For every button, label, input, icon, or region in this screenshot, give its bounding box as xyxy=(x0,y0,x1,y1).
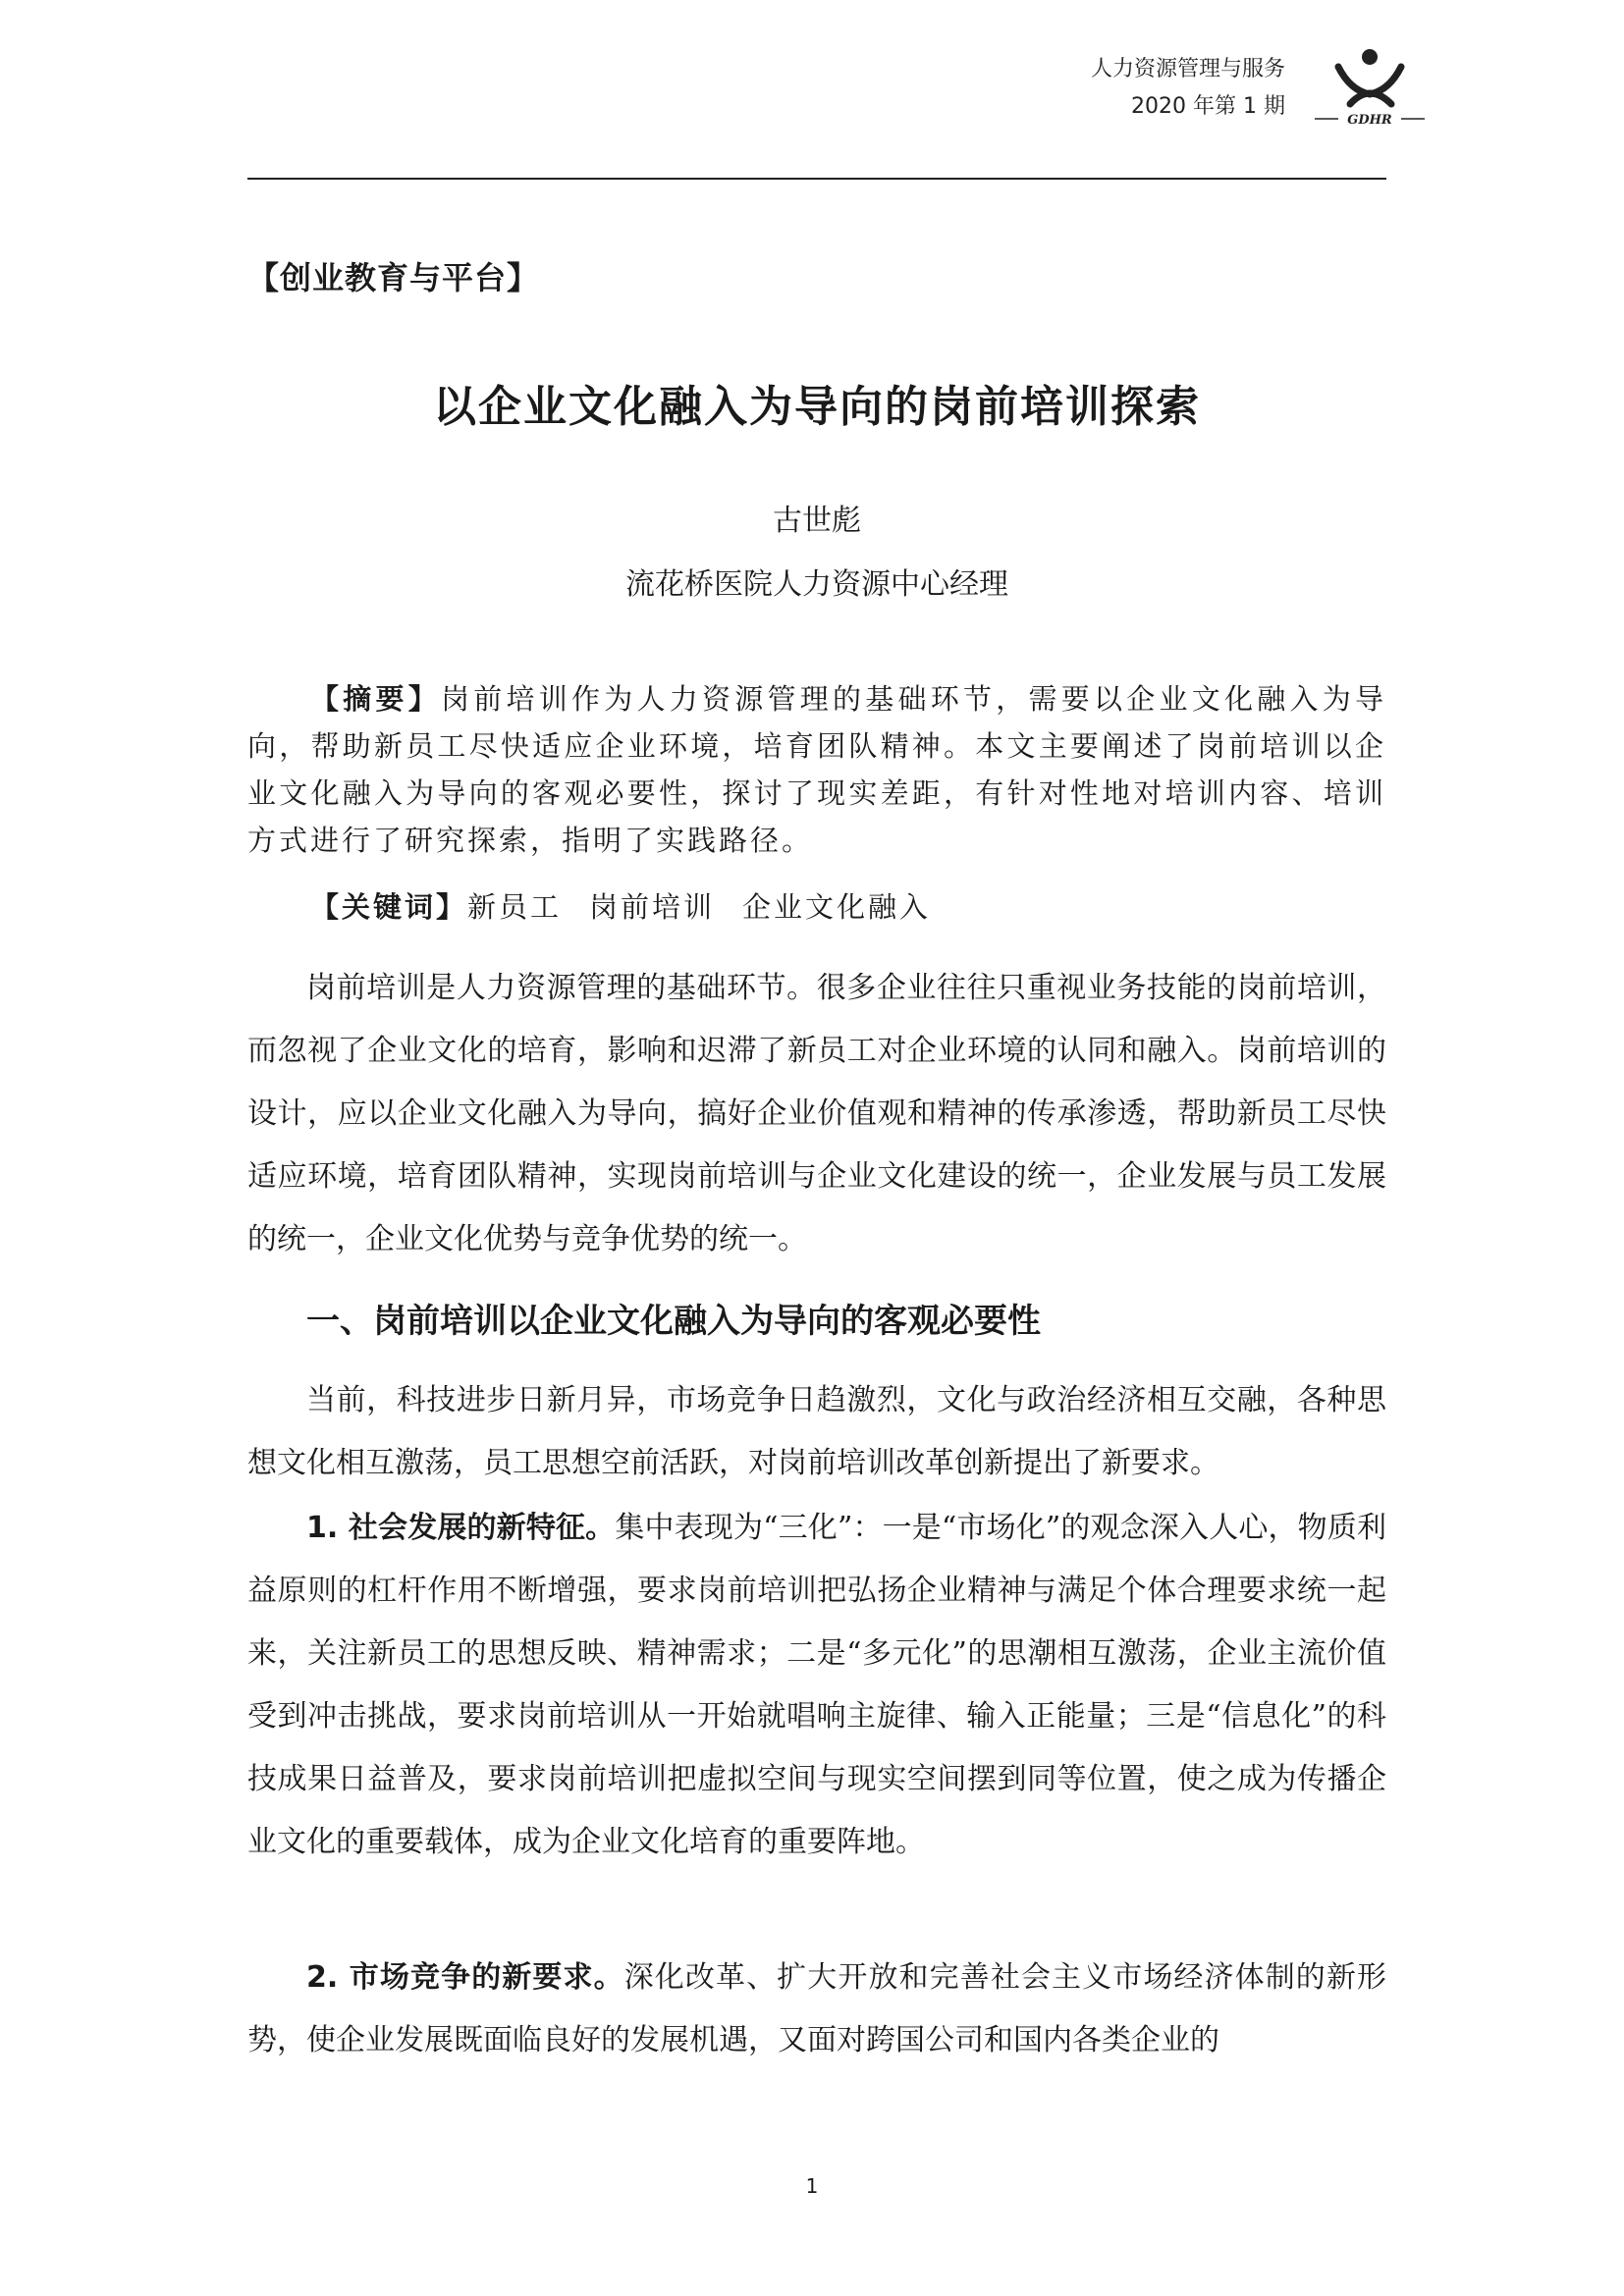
author-name: 古世彪 xyxy=(773,504,861,538)
journal-issue: 2020 年第 1 期 xyxy=(1131,94,1285,119)
item-1-text: 集中表现为“三化”：一是“市场化”的观念深入人心，物质利益原则的杠杆作用不断增强，要求岗前培训把弘扬企业精神与满足个体合理要求统一起来，关注新员工的思想反映、精神需求；二是“多元化”的思潮相互激荡，企业主流价值受到冲击挑战，要求岗前培训从一开始就唱响主旋律、输入正能量；三是“信息化”的科技成果日益普及，要求岗前培训把虚拟空间与现实空间摆到同等位置，使之成为传播企业文化的重要载体，成为企业文化培育的重要阵地。 xyxy=(247,1511,1386,1859)
article-title: 以企业文化融入为导向的岗前培训探索 xyxy=(433,382,1201,432)
keyword-item: 岗前培训 xyxy=(589,890,716,924)
intro-paragraph: 岗前培训是人力资源管理的基础环节。很多企业往往只重视业务技能的岗前培训，而忽视了企业文化的培育，影响和迟滞了新员工对企业环境的认同和融入。岗前培训的设计，应以企业文化融入为导向，搞好企业价值观和精神的传承渗透，帮助新员工尽快适应环境，培育团队精神，实现岗前培训与企业文化建设的统一，企业发展与员工发展的统一，企业文化优势与竞争优势的统一。 xyxy=(247,971,1386,1256)
journal-header xyxy=(1091,51,1285,126)
section-tag: 【创业教育与平台】 xyxy=(247,259,540,296)
logo-text: GDHR xyxy=(1347,113,1392,128)
keywords-label: 【关键词】 xyxy=(310,890,468,924)
keyword-item: 企业文化融入 xyxy=(742,890,932,924)
body-paragraph: 当前，科技进步日新月异，市场竞争日趋激烈，文化与政治经济相互交融，各种思想文化相互激荡，员工思想空前活跃，对岗前培训改革创新提出了新要求。 xyxy=(247,1383,1386,1480)
abstract-text: 岗前培训作为人力资源管理的基础环节，需要以企业文化融入为导向，帮助新员工尽快适应企业环境，培育团队精神。本文主要阐述了岗前培训以企业文化融入为导向的客观必要性，探讨了现实差距，有针对性地对培训内容、培训方式进行了研究探索，指明了实践路径。 xyxy=(247,682,1386,857)
author-affiliation: 流花桥医院人力资源中心经理 xyxy=(625,567,1008,602)
page-number: 1 xyxy=(805,2174,819,2198)
item-2-label: 2. 市场竞争的新要求。 xyxy=(306,1960,624,1995)
abstract-label: 【摘要】 xyxy=(310,682,441,716)
keyword-item: 新员工 xyxy=(467,890,563,924)
section-heading-1: 一、岗前培训以企业文化融入为导向的客观必要性 xyxy=(306,1302,1041,1341)
abstract xyxy=(247,675,1386,864)
body-paragraph-item-1 xyxy=(247,1497,1386,1874)
body-paragraph-item-2 xyxy=(247,1947,1386,2072)
gdhr-logo-icon xyxy=(1311,43,1429,132)
item-2-text: 深化改革、扩大开放和完善社会主义市场经济体制的新形势，使企业发展既面临良好的发展机遇，又面对跨国公司和国内各类企业的 xyxy=(247,1960,1387,2057)
item-1-label: 1. 社会发展的新特征。 xyxy=(306,1511,616,1545)
keywords xyxy=(247,883,1386,931)
header-rule xyxy=(247,178,1386,180)
journal-name: 人力资源管理与服务 xyxy=(1090,57,1285,81)
